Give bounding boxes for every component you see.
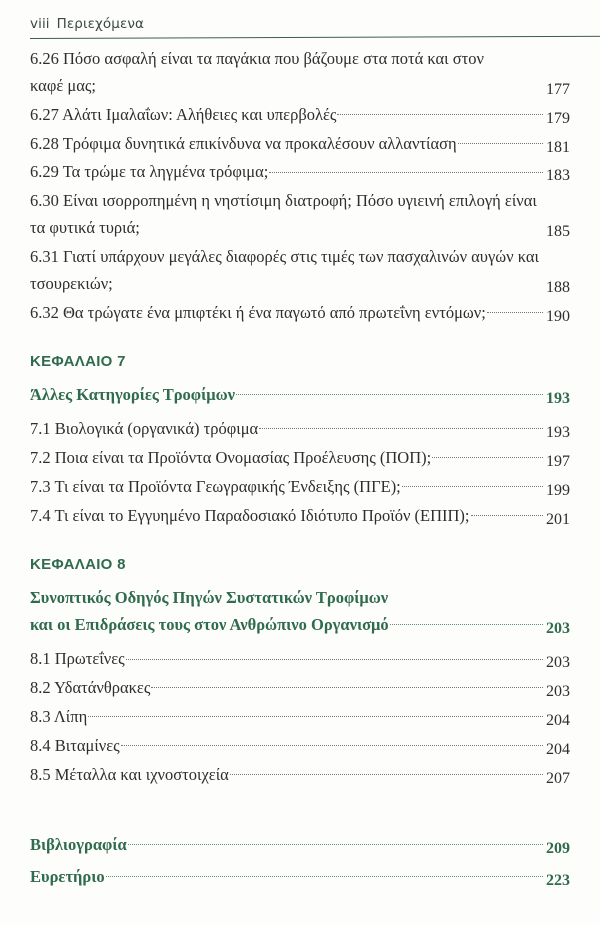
dot-leader <box>402 485 543 487</box>
toc-entry-page: 199 <box>546 481 570 499</box>
toc-entry-page: 203 <box>546 654 570 672</box>
page-title: Περιεχόμενα <box>56 16 145 32</box>
toc-entry-page: 188 <box>546 278 570 296</box>
toc-entry-label: 8.2 Υδατάνθρακες <box>30 678 151 698</box>
chapter-8-title-line2-row <box>30 611 570 639</box>
toc-entry-label: 7.2 Ποια είναι τα Προϊόντα Ονομασίας Προέλευσης (ΠΟΠ); <box>30 447 432 467</box>
header-text-line <box>30 16 596 32</box>
chapter-7-title: Άλλες Κατηγορίες Τροφίμων <box>30 384 236 404</box>
dot-leader <box>151 686 543 688</box>
index-page: 223 <box>546 871 570 889</box>
toc-entry-label-cont: τα φυτικά τυριά; <box>30 218 140 238</box>
toc-entry[interactable] <box>30 762 570 789</box>
dot-leader <box>432 456 543 458</box>
toc-entry-page: 179 <box>546 109 570 127</box>
dot-leader <box>230 773 543 775</box>
chapter-7-block <box>30 353 570 530</box>
toc-entry-page: 204 <box>546 711 570 729</box>
chapter-7-entries <box>30 416 570 530</box>
toc-entry-page: 204 <box>546 740 570 758</box>
chapter-7-page: 193 <box>546 389 570 407</box>
toc-entry[interactable] <box>30 131 570 158</box>
toc-entry-page: 181 <box>546 138 570 156</box>
toc-entry[interactable] <box>30 646 570 673</box>
toc-entry-label: 6.28 Τρόφιμα δυνητικά επικίνδυνα να προκαλέσουν αλλαντίαση <box>30 133 457 153</box>
toc-entry-page: 203 <box>546 683 570 701</box>
toc-entry-label: 7.1 Βιολογικά (οργανικά) τρόφιμα <box>30 418 259 438</box>
bibliography-label: Βιβλιογραφία <box>30 834 127 854</box>
toc-entry-page: 193 <box>546 423 570 441</box>
toc-entry-page: 207 <box>546 769 570 787</box>
toc-entry[interactable] <box>30 704 570 731</box>
chapter-8-entries <box>30 646 570 789</box>
toc-entry[interactable] <box>30 300 570 327</box>
toc-entry[interactable] <box>30 244 570 298</box>
dot-leader <box>236 393 543 395</box>
page-folio: viii <box>30 16 50 32</box>
toc-entry[interactable] <box>30 675 570 702</box>
toc-entry-page: 177 <box>546 80 570 98</box>
toc-entry-label: 8.4 Βιταμίνες <box>30 735 120 755</box>
chapter-8-title-block[interactable] <box>30 584 570 640</box>
toc-entry-label-cont: τσουρεκιών; <box>30 273 113 293</box>
toc-entry-label: 6.27 Αλάτι Ιμαλαΐων: Αλήθειες και υπερβολές <box>30 104 337 124</box>
toc-entry[interactable] <box>30 188 570 242</box>
dot-leader <box>337 113 543 115</box>
toc-entry-label: 7.3 Τι είναι τα Προϊόντα Γεωγραφικής Ένδειξης (ΠΓΕ); <box>30 476 401 496</box>
toc-entry-label: 8.3 Λίπη <box>30 706 88 726</box>
toc-entry-label: 6.32 Θα τρώγατε ένα μπιφτέκι ή ένα παγωτό από πρωτεΐνη εντόμων; <box>30 302 486 322</box>
dot-leader <box>390 623 543 625</box>
chapter-8-title-line2: και οι Επιδράσεις τους στον Ανθρώπινο Οργανισμό <box>30 614 389 634</box>
dot-leader <box>88 715 543 717</box>
toc-entry[interactable] <box>30 733 570 760</box>
toc-entry-label: 7.4 Τι είναι το Εγγυημένο Παραδοσιακό Ιδιότυπο Προϊόν (ΕΠΙΠ); <box>30 505 470 525</box>
chapter-8-kicker: ΚΕΦΑΛΑΙΟ 8 <box>30 555 126 573</box>
toc-entry[interactable] <box>30 159 570 186</box>
chapter-6-entries <box>30 46 570 327</box>
chapter-8-page: 203 <box>546 619 570 637</box>
chapter-8-block <box>30 556 570 789</box>
toc-entry[interactable] <box>30 416 570 443</box>
dot-leader <box>126 658 543 660</box>
dot-leader <box>487 311 543 313</box>
toc-entry[interactable] <box>30 474 570 501</box>
toc-entry-label: 6.29 Τα τρώμε τα ληγμένα τρόφιμα; <box>30 162 269 182</box>
dot-leader <box>471 514 543 516</box>
chapter-7-kicker: ΚΕΦΑΛΑΙΟ 7 <box>30 352 126 370</box>
toc-entry-label: 8.1 Πρωτεΐνες <box>30 649 125 669</box>
backmatter-block <box>30 829 570 893</box>
dot-leader <box>121 744 543 746</box>
dot-leader <box>259 427 543 429</box>
bibliography-page: 209 <box>546 839 570 857</box>
toc-entry[interactable] <box>30 503 570 530</box>
toc-entry-page: 183 <box>546 167 570 185</box>
toc-entry-bibliography[interactable] <box>30 829 570 861</box>
table-of-contents <box>30 46 570 893</box>
toc-entry-page: 190 <box>546 307 570 325</box>
toc-entry[interactable] <box>30 445 570 472</box>
toc-entry-label: 6.26 Πόσο ασφαλή είναι τα παγάκια που βάζουμε στα ποτά και στον <box>30 49 484 68</box>
dot-leader <box>458 142 543 144</box>
toc-entry-page: 185 <box>546 223 570 241</box>
toc-entry-label: 6.30 Είναι ισορροπημένη η νηστίσιμη διατροφή; Πόσο υγιεινή επιλογή είναι <box>30 191 537 211</box>
toc-entry-page: 201 <box>546 510 570 528</box>
toc-entry-index[interactable] <box>30 861 570 893</box>
dot-leader <box>106 875 543 877</box>
toc-entry[interactable] <box>30 102 570 129</box>
chapter-7-title-row[interactable] <box>30 381 570 409</box>
toc-entry[interactable] <box>30 46 570 100</box>
dot-leader <box>269 171 543 173</box>
running-header <box>30 16 596 42</box>
dot-leader <box>128 843 543 845</box>
toc-entry-page: 197 <box>546 452 570 470</box>
toc-entry-label: 6.31 Γιατί υπάρχουν μεγάλες διαφορές στις τιμές των πασχαλινών αυγών και <box>30 246 539 266</box>
toc-entry-label-cont: καφέ μας; <box>30 75 96 95</box>
index-label: Ευρετήριο <box>30 866 105 886</box>
chapter-8-title-line1: Συνοπτικός Οδηγός Πηγών Συστατικών Τροφίμων <box>30 587 389 607</box>
header-rule-divider <box>30 36 600 39</box>
toc-entry-label: 8.5 Μέταλλα και ιχνοστοιχεία <box>30 764 229 784</box>
